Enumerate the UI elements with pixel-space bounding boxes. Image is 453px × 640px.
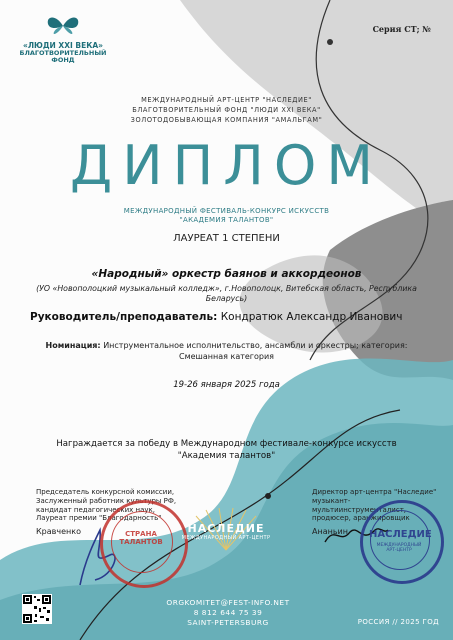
nomination <box>30 341 423 363</box>
footer-year: РОССИЯ // 2025 ГОД <box>357 618 439 626</box>
qr-code-icon[interactable] <box>22 594 52 624</box>
nasledie-logo-sub: МЕЖДУНАРОДНЫЙ АРТ-ЦЕНТР <box>181 535 271 541</box>
fund-logo-line3: ФОНД <box>51 55 75 64</box>
participant-name: «Народный» оркестр баянов и аккордеонов <box>91 268 362 280</box>
left-stamp-text: СТРАНА ТАЛАНТОВ <box>119 530 163 546</box>
award-line2: "Академия талантов" <box>177 451 276 462</box>
leader-label: Руководитель/преподаватель: <box>30 311 218 323</box>
festival-line1: МЕЖДУНАРОДНЫЙ ФЕСТИВАЛЬ-КОНКУРС ИСКУССТВ <box>123 207 330 215</box>
leader-line <box>30 311 430 323</box>
left-signer-line: Лауреат премии "Благодарность" <box>36 514 162 523</box>
contact-city: SAINT-PETERSBURG <box>187 617 269 627</box>
award-line1: Награждается за победу в Международном фестивале-конкурсе искусств <box>56 439 397 449</box>
nasledie-logo <box>176 500 276 541</box>
festival-line2: "АКАДЕМИЯ ТАЛАНТОВ" <box>179 216 274 225</box>
nasledie-logo-title: НАСЛЕДИЕ <box>187 522 265 535</box>
organizer-line: МЕЖДУНАРОДНЫЙ АРТ-ЦЕНТР "НАСЛЕДИЕ" <box>141 96 312 104</box>
decor-dot-bottom <box>265 493 271 499</box>
page-title: ДИПЛОМ <box>70 134 383 197</box>
right-stamp <box>360 500 444 584</box>
nomination-label: Номинация: <box>45 341 101 350</box>
participant-org: (УО «Новополоцкий музыкальный колледж», г.Новополоцк, Витебская область, Республика Беларусь) <box>36 284 417 304</box>
contact-email[interactable]: ORGKOMITET@FEST-INFO.NET <box>166 598 290 607</box>
left-signer-line: кандидат педагогических наук, <box>36 505 156 514</box>
left-signer-name: Кравченко <box>36 527 81 536</box>
right-stamp-inner <box>370 510 430 570</box>
left-signer-line: Заслуженный работник культуры РФ, <box>36 496 177 505</box>
contacts <box>153 598 303 628</box>
fund-logo <box>14 14 112 64</box>
fund-logo-line1: «ЛЮДИ XXI ВЕКА» <box>22 41 104 50</box>
right-signer-line: музыкант-мультиинструменталист, <box>312 496 406 514</box>
right-signer-line: Директор арт-центра "Наследие" <box>312 488 437 496</box>
fund-logo-line2: БЛАГОТВОРИТЕЛЬНЫЙ <box>19 48 107 57</box>
laureate-degree: ЛАУРЕАТ 1 СТЕПЕНИ <box>173 233 280 244</box>
right-stamp-sub: МЕЖДУНАРОДНЫЙ АРТ-ЦЕНТР <box>376 543 422 553</box>
right-stamp-text: НАСЛЕДИЕ <box>369 529 432 540</box>
series-number: Серия СТ; № <box>372 24 431 34</box>
festival-dates: 19-26 января 2025 года <box>173 380 280 390</box>
right-signer-line: продюсер, аранжировщик <box>312 514 410 523</box>
award-statement <box>0 438 453 462</box>
left-signer-line: Председатель конкурсной комиссии, <box>36 488 175 496</box>
organizer-line: БЛАГОТВОРИТЕЛЬНЫЙ ФОНД "ЛЮДИ XXI ВЕКА" <box>132 105 321 114</box>
nomination-text: Инструментальное исполнительство, ансамбли и оркестры; категория: Смешанная категория <box>103 341 408 361</box>
festival-name <box>0 207 453 226</box>
right-signer-name: Ананьин <box>312 527 348 536</box>
decor-dot-top <box>327 39 333 45</box>
left-stamp <box>100 500 188 588</box>
organizer-line: ЗОЛОТОДОБЫВАЮЩАЯ КОМПАНИЯ "АМАЛЬГАМ" <box>130 115 323 124</box>
organizers-block <box>0 96 453 126</box>
leader-name: Кондратюк Александр Иванович <box>220 311 403 323</box>
butterfly-logo-icon <box>46 14 80 38</box>
contact-phone[interactable]: 8 812 644 75 39 <box>193 607 263 617</box>
